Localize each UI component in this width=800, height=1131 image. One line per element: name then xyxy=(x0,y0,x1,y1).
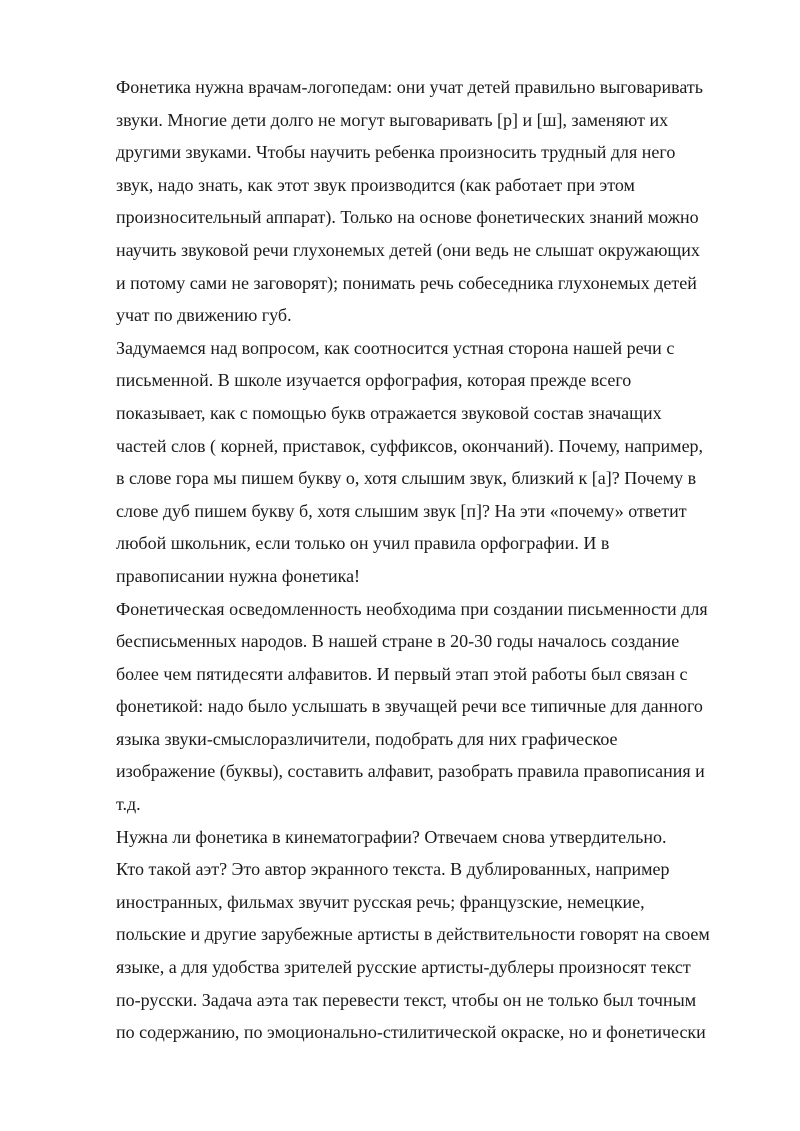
text-line: по содержанию, по эмоционально-стилитической окраске, но и фонетически xyxy=(116,1022,706,1043)
text-line: в слове гора мы пишем букву о, хотя слышим звук, близкий к [а]? Почему в xyxy=(116,468,697,489)
text-line: иностранных, фильмах звучит русская речь; французские, немецкие, xyxy=(116,891,645,912)
text-line: по-русски. Задача аэта так перевести текст, чтобы он не только был точным xyxy=(116,989,697,1010)
text-line: научить звуковой речи глухонемых детей (они ведь не слышат окружающих xyxy=(116,239,700,260)
text-line: языка звуки-смыслоразличители, подобрать для них графическое xyxy=(116,728,618,749)
text-line: польские и другие зарубежные артисты в действительности говорят на своем xyxy=(116,924,710,945)
text-line: Задумаемся над вопросом, как соотносится устная сторона нашей речи с xyxy=(116,337,675,358)
text-line: бесписьменных народов. В нашей стране в 20-30 годы началось создание xyxy=(116,631,680,652)
text-line: слове дуб пишем букву б, хотя слышим звук [п]? На эти «почему» ответит xyxy=(116,500,687,521)
text-line: письменной. В школе изучается орфография, которая прежде всего xyxy=(116,370,632,391)
body-text xyxy=(116,71,756,1049)
text-line: частей слов ( корней, приставок, суффиксов, окончаний). Почему, например, xyxy=(116,435,704,456)
text-line: правописании нужна фонетика! xyxy=(116,565,361,586)
text-line: другими звуками. Чтобы научить ребенка произносить трудный для него xyxy=(116,142,676,163)
text-line: Нужна ли фонетика в кинематографии? Отвечаем снова утвердительно. xyxy=(116,826,667,847)
text-line: языке, а для удобства зрителей русские артисты-дублеры произносят текст xyxy=(116,957,691,978)
text-line: любой школьник, если только он учил правила орфографии. И в xyxy=(116,533,610,554)
text-line: звук, надо знать, как этот звук производится (как работает при этом xyxy=(116,174,635,195)
text-line: произносительный аппарат). Только на основе фонетических знаний можно xyxy=(116,207,699,228)
text-line: т.д. xyxy=(116,794,141,815)
text-line: изображение (буквы), составить алфавит, разобрать правила правописания и xyxy=(116,761,705,782)
text-line: Фонетика нужна врачам-логопедам: они учат детей правильно выговаривать xyxy=(116,77,703,97)
text-line: Кто такой аэт? Это автор экранного текста. В дублированных, например xyxy=(116,859,670,880)
text-line: более чем пятидесяти алфавитов. И первый этап этой работы был связан с xyxy=(116,663,688,684)
text-line: звуки. Многие дети долго не могут выговаривать [р] и [ш], заменяют их xyxy=(116,109,669,130)
text-line: фонетикой: надо было услышать в звучащей речи все типичные для данного xyxy=(116,696,703,717)
text-line: Фонетическая осведомленность необходима при создании письменности для xyxy=(116,598,708,619)
text-line: и потому сами не заговорят); понимать речь собеседника глухонемых детей xyxy=(116,272,697,293)
text-line: показывает, как с помощью букв отражается звуковой состав значащих xyxy=(116,402,662,423)
text-line: учат по движению губ. xyxy=(116,305,292,326)
